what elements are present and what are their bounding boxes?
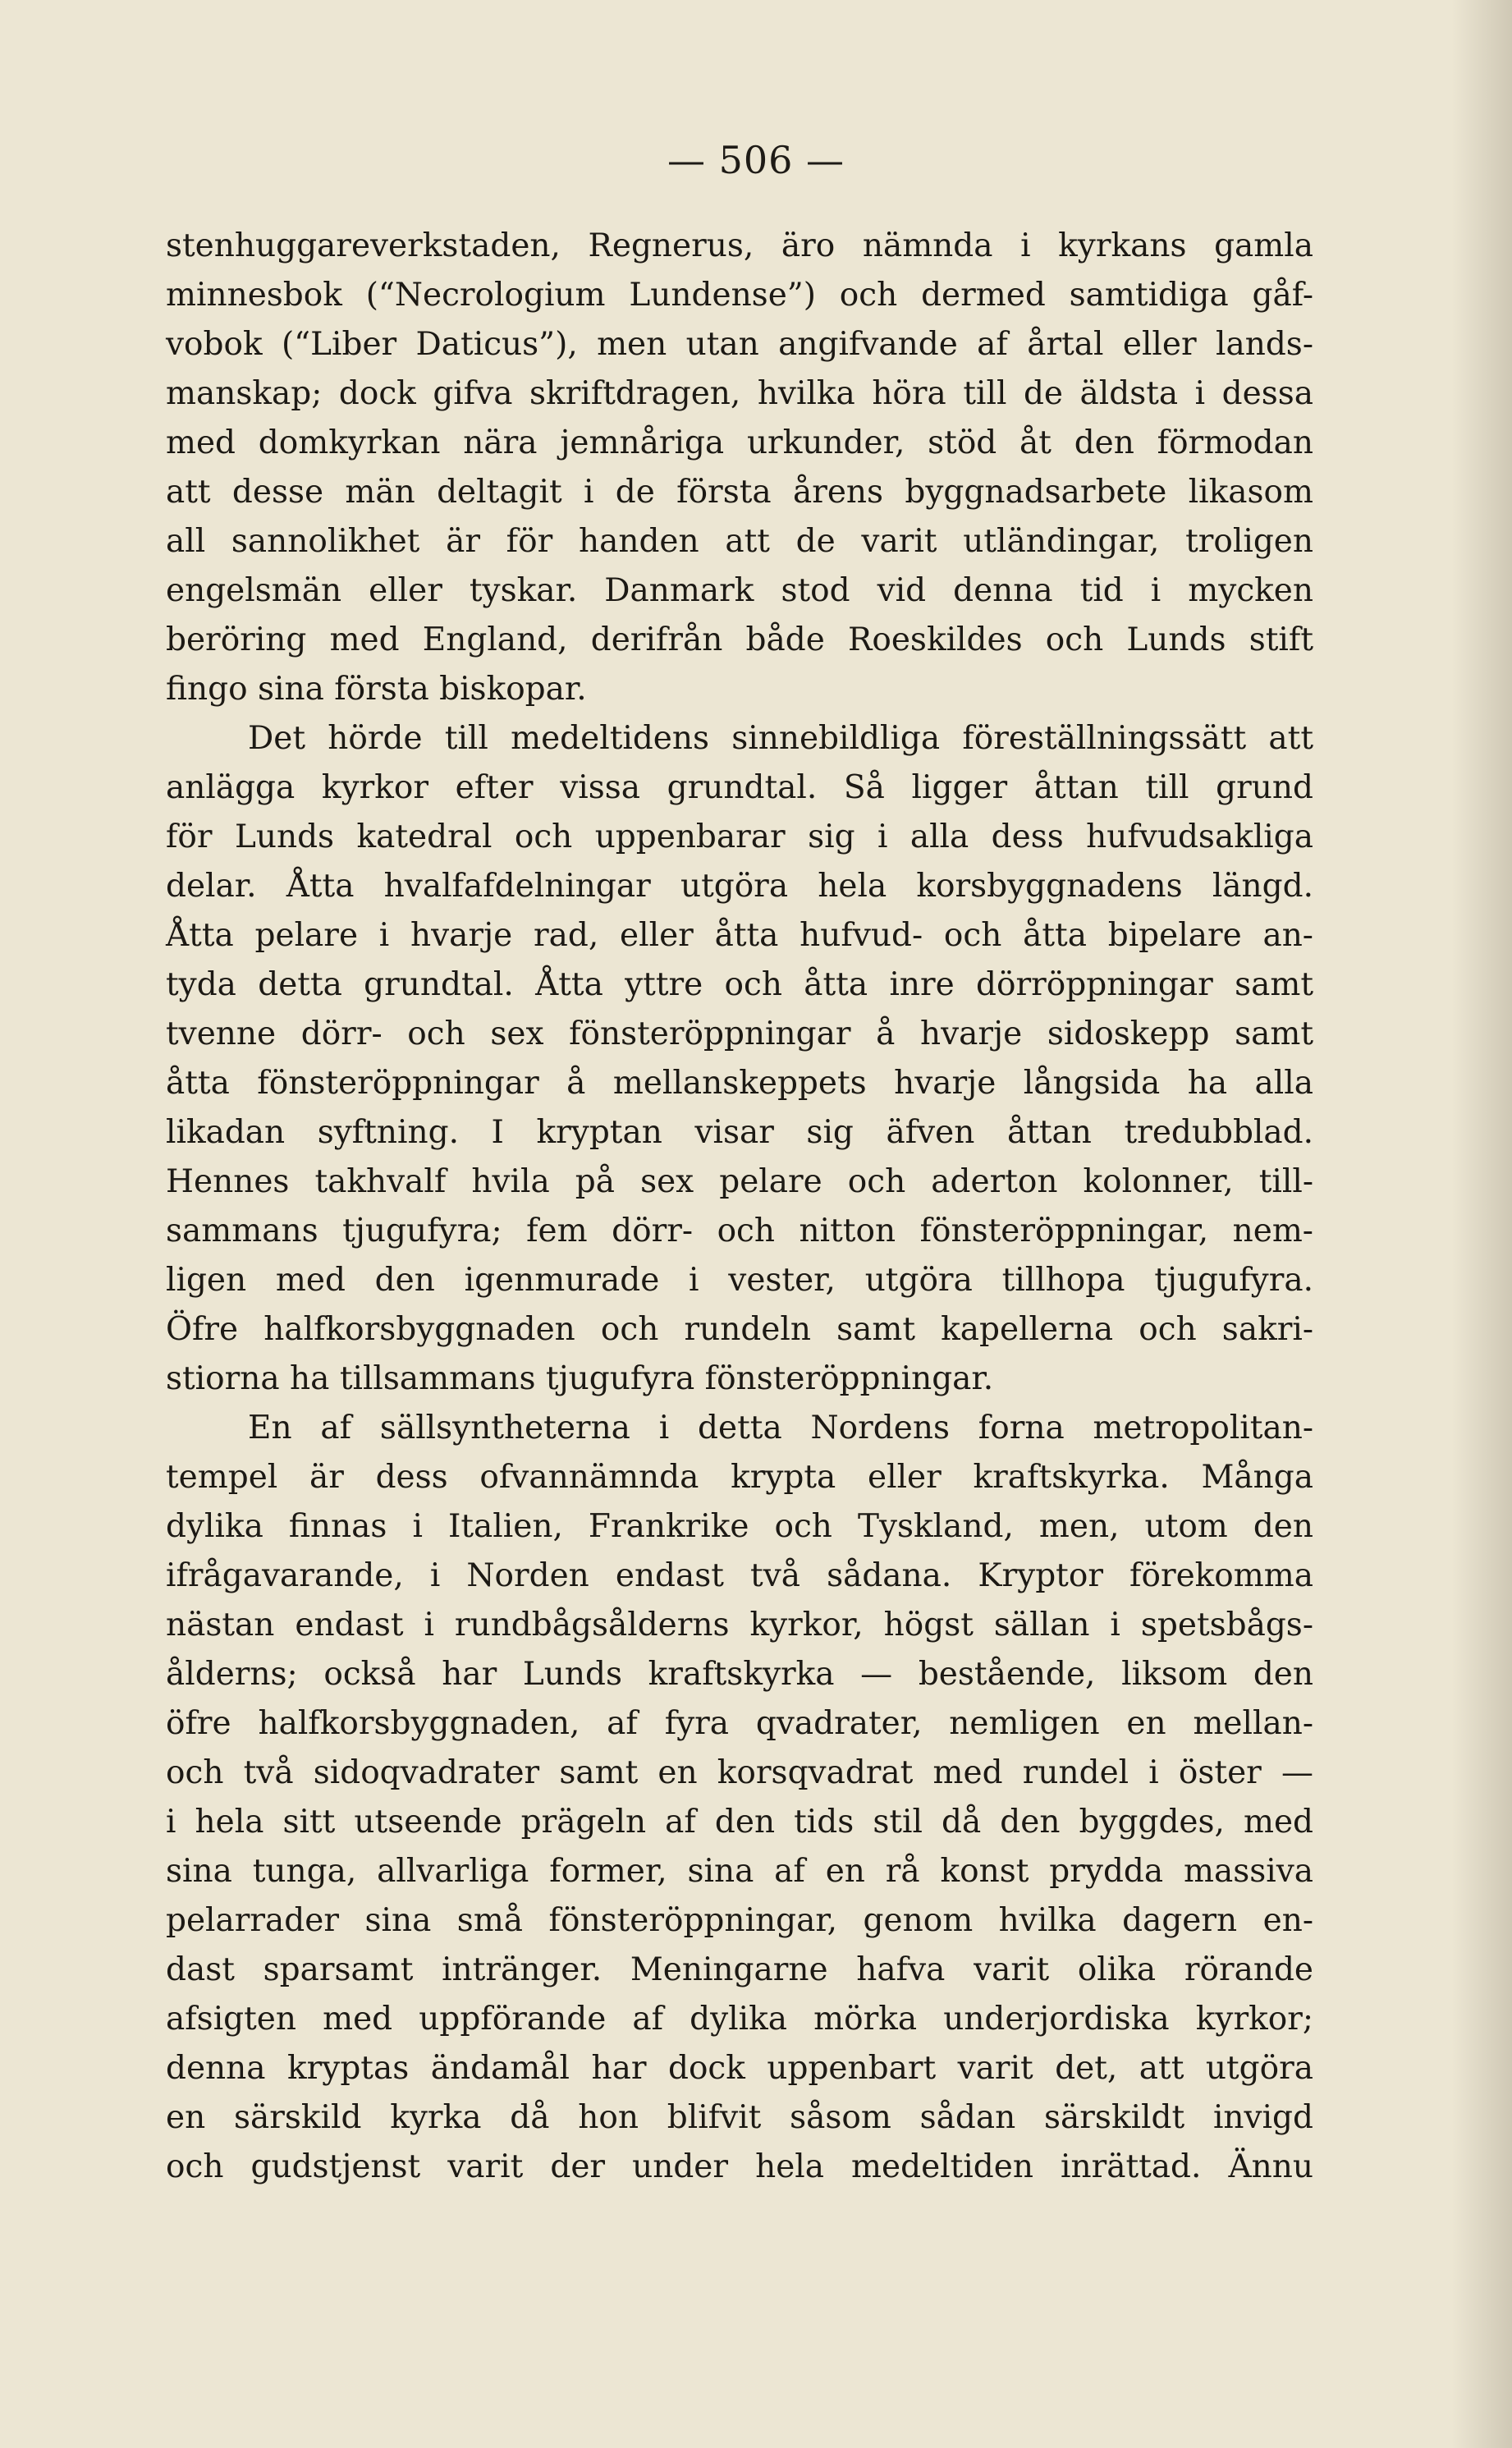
text-line: Öfre halfkorsbyggnaden och rundeln samt kapellerna och sakri- xyxy=(166,1311,1313,1348)
text-line: stenhuggareverkstaden, Regnerus, äro nämnda i kyrkans gamla xyxy=(166,227,1313,264)
text-line: stiorna ha tillsammans tjugufyra fönsteröppningar. xyxy=(166,1360,994,1397)
text-line: åtta fönsteröppningar å mellanskeppets hvarje långsida ha alla xyxy=(166,1065,1313,1102)
text-line: anlägga kyrkor efter vissa grundtal. Så ligger åttan till grund xyxy=(166,769,1313,806)
text-line: öfre halfkorsbyggnaden, af fyra qvadrater, nemligen en mellan- xyxy=(166,1705,1313,1742)
text-line: dast sparsamt intränger. Meningarne hafva varit olika rörande xyxy=(166,1951,1313,1988)
text-line: minnesbok (“Necrologium Lundense”) och dermed samtidiga gåf- xyxy=(166,277,1313,314)
text-line: och gudstjenst varit der under hela medeltiden inrättad. Ännu xyxy=(166,2148,1313,2185)
text-line: nästan endast i rundbågsålderns kyrkor, högst sällan i spetsbågs- xyxy=(166,1607,1313,1643)
text-line: sammans tjugufyra; fem dörr- och nitton fönsteröppningar, nem- xyxy=(166,1213,1313,1249)
text-line: i hela sitt utseende prägeln af den tids stil då den byggdes, med xyxy=(166,1804,1313,1841)
text-line: pelarrader sina små fönsteröppningar, genom hvilka dagern en- xyxy=(166,1902,1313,1939)
text-line: tyda detta grundtal. Åtta yttre och åtta inre dörröppningar samt xyxy=(166,966,1313,1003)
text-line: en särskild kyrka då hon blifvit såsom sådan särskildt invigd xyxy=(166,2099,1313,2136)
text-line: sina tunga, allvarliga former, sina af en rå konst prydda massiva xyxy=(166,1853,1313,1890)
text-line: ålderns; också har Lunds kraftskyrka — bestående, liksom den xyxy=(166,1656,1313,1693)
text-line: beröring med England, derifrån både Roeskildes och Lunds stift xyxy=(166,621,1313,658)
text-line: och två sidoqvadrater samt en korsqvadrat med rundel i öster — xyxy=(166,1754,1313,1791)
text-line: Det hörde till medeltidens sinnebildliga föreställningssätt att xyxy=(248,720,1313,757)
text-line: med domkyrkan nära jemnåriga urkunder, stöd åt den förmodan xyxy=(166,424,1313,461)
text-line: likadan syftning. I kryptan visar sig äfven åttan tredubblad. xyxy=(166,1114,1313,1151)
text-line: all sannolikhet är för handen att de varit utländingar, troligen xyxy=(166,523,1313,560)
text-line: tvenne dörr- och sex fönsteröppningar å hvarje sidoskepp samt xyxy=(166,1015,1313,1052)
text-line: delar. Åtta hvalfafdelningar utgöra hela korsbyggnadens längd. xyxy=(166,868,1313,905)
text-line: Åtta pelare i hvarje rad, eller åtta hufvud- och åtta bipelare an- xyxy=(166,917,1313,954)
body-text xyxy=(166,222,1313,2192)
text-line: ligen med den igenmurade i vester, utgöra tillhopa tjugufyra. xyxy=(166,1262,1313,1299)
text-line: afsigten med uppförande af dylika mörka underjordiska kyrkor; xyxy=(166,2001,1313,2038)
text-line: manskap; dock gifva skriftdragen, hvilka höra till de äldsta i dessa xyxy=(166,375,1313,412)
text-line: Hennes takhvalf hvila på sex pelare och aderton kolonner, till- xyxy=(166,1163,1313,1200)
text-line: fingo sina första biskopar. xyxy=(166,671,587,708)
text-line: engelsmän eller tyskar. Danmark stod vid denna tid i mycken xyxy=(166,572,1313,609)
text-line: tempel är dess ofvannämnda krypta eller kraftskyrka. Många xyxy=(166,1459,1313,1496)
text-line: En af sällsyntheterna i detta Nordens forna metropolitan- xyxy=(248,1410,1313,1446)
page-number: — 506 — xyxy=(667,138,845,182)
text-line: att desse män deltagit i de första årens byggnadsarbete likasom xyxy=(166,474,1313,511)
text-line: ifrågavarande, i Norden endast två sådana. Kryptor förekomma xyxy=(166,1557,1313,1594)
text-line: för Lunds katedral och uppenbarar sig i alla dess hufvudsakliga xyxy=(166,818,1313,855)
text-line: vobok (“Liber Daticus”), men utan angifvande af årtal eller lands- xyxy=(166,326,1313,363)
text-line: dylika finnas i Italien, Frankrike och Tyskland, men, utom den xyxy=(166,1508,1313,1545)
text-line: denna kryptas ändamål har dock uppenbart varit det, att utgöra xyxy=(166,2050,1313,2087)
